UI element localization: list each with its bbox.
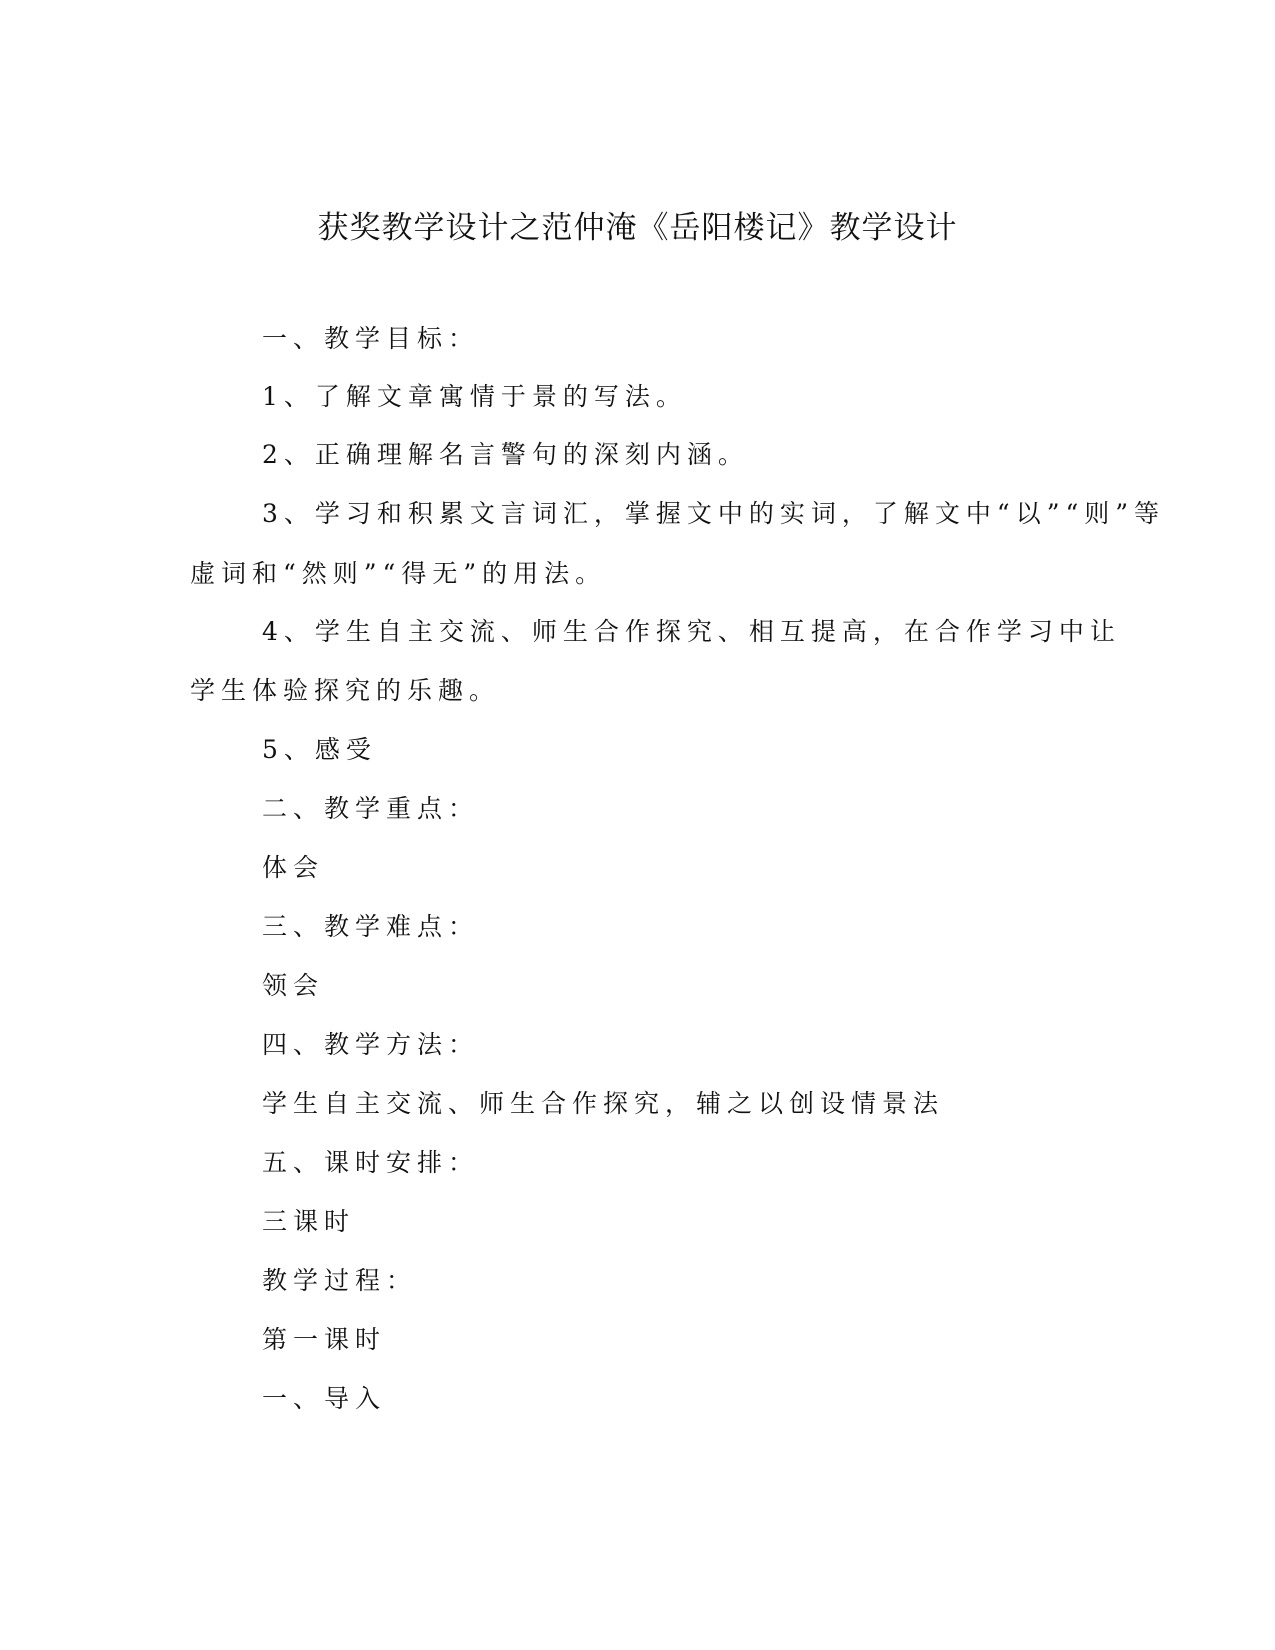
document-title: 获奖教学设计之范仲淹《岳阳楼记》教学设计 [317, 210, 958, 246]
section-heading-difficulties: 三、教学难点： [262, 912, 480, 941]
objective-item-2: 2、正确理解名言警句的深刻内涵。 [262, 440, 749, 469]
section-heading-process: 教学过程： [262, 1266, 418, 1295]
lesson-heading-first: 第一课时 [262, 1325, 387, 1354]
objective-item-4: 4、学生自主交流、师生合作探究、相互提高，在合作学习中让 [262, 617, 1121, 646]
objective-item-1: 1、了解文章寓情于景的写法。 [262, 382, 687, 411]
objective-item-3: 3、学习和积累文言词汇，掌握文中的实词，了解文中“以”“则”等 [262, 499, 1166, 528]
section-heading-methods: 四、教学方法： [262, 1030, 480, 1059]
objective-item-5: 5、感受 [262, 735, 377, 764]
section-heading-key-points: 二、教学重点： [262, 794, 480, 823]
section-heading-objectives: 一、教学目标： [262, 324, 480, 353]
process-step-introduction: 一、导入 [262, 1384, 387, 1413]
section-heading-schedule: 五、课时安排： [262, 1148, 480, 1177]
objective-item-3-continuation: 虚词和“然则”“得无”的用法。 [190, 559, 607, 588]
key-points-content: 体会 [262, 853, 325, 882]
objective-item-4-continuation: 学生体验探究的乐趣。 [190, 676, 501, 705]
schedule-content: 三课时 [262, 1207, 356, 1236]
methods-content: 学生自主交流、师生合作探究，辅之以创设情景法 [262, 1089, 945, 1118]
difficulties-content: 领会 [262, 971, 325, 1000]
